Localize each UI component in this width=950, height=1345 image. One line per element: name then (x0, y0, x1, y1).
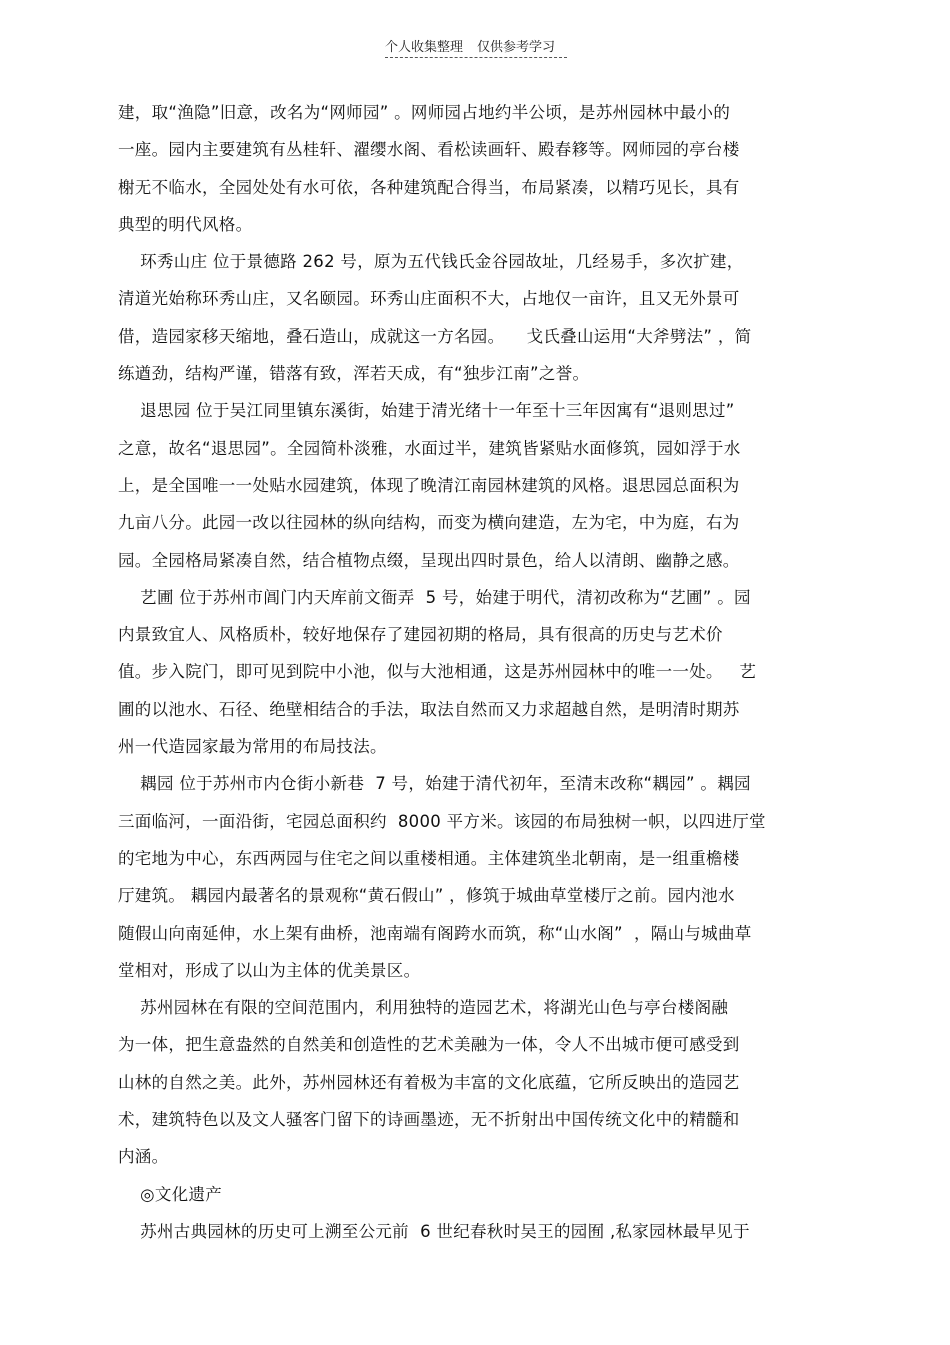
text-line: 建，取“渔隐”旧意，改名为“网师园” 。网师园占地约半公顷，是苏州园林中最小的 (118, 103, 731, 122)
text-line: 内景致宜人、风格质朴，较好地保存了建园初期的格局，具有很高的历史与艺术价 (118, 625, 723, 645)
text-line: 州一代造园家最为常用的布局技法。 (118, 737, 387, 757)
header-right-text: 仅供参考学习 (477, 40, 556, 55)
text-line: 随假山向南延伸，水上架有曲桥，池南端有阁跨水而筑，称“山水阁” ，隔山与城曲草 (118, 923, 752, 943)
header-divider (385, 57, 567, 58)
text-line: 厅建筑。 耦园内最著名的景观称“黄石假山” ，修筑于城曲草堂楼厅之前。园内池水 (118, 886, 735, 906)
text-line: 为一体，把生意盎然的自然美和创造性的艺术美融为一体，令人不出城市便可感受到 (118, 1035, 740, 1055)
text-line: 园。全园格局紧凑自然，结合植物点缀，呈现出四时景色，给人以清朗、幽静之感。 (118, 550, 740, 570)
text-line: 的宅地为中心，东西两园与住宅之间以重楼相通。主体建筑坐北朝南，是一组重檐楼 (118, 848, 740, 868)
text-line: 九亩八分。此园一改以往园林的纵向结构，而变为横向建造，左为宅，中为庭，右为 (118, 513, 740, 533)
document-body (118, 94, 838, 1250)
text-line: 山林的自然之美。此外，苏州园林还有着极为丰富的文化底蕴，它所反映出的造园艺 (118, 1072, 740, 1092)
text-line: 榭无不临水，全园处处有水可依，各种建筑配合得当，布局紧凑，以精巧见长，具有 (118, 177, 740, 197)
text-line: 三面临河，一面沿街，宅园总面积约 8000 平方米。该园的布局独树一帜，以四进厅堂 (118, 811, 766, 831)
text-line: 借，造园家移天缩地，叠石造山，成就这一方名园。 戈氏叠山运用“大斧劈法” ，简 (118, 326, 752, 346)
text-line: 内涵。 (118, 1147, 169, 1167)
text-line: 艺圃 位于苏州市阊门内天库前文衙弄 5 号，始建于明代，清初改称为“艺圃” 。园 (118, 587, 751, 607)
text-line: 苏州古典园林的历史可上溯至公元前 6 世纪春秋时吴王的园囿 ,私家园林最早见于 (118, 1221, 750, 1241)
section-heading: ◎文化遗产 (118, 1184, 223, 1204)
text-line: 值。步入院门，即可见到院中小池，似与大池相通，这是苏州园林中的唯一一处。 艺 (118, 662, 757, 682)
text-line: 耦园 位于苏州市内仓街小新巷 7 号，始建于清代初年，至清末改称“耦园” 。耦园 (118, 774, 751, 794)
text-line: 退思园 位于吴江同里镇东溪街，始建于清光绪十一年至十三年因寓有“退则思过” (118, 401, 735, 421)
page-header (385, 40, 565, 56)
text-line: 环秀山庄 位于景德路 262 号，原为五代钱氏金谷园故址，几经易手，多次扩建， (118, 252, 744, 272)
text-line: 清道光始称环秀山庄，又名颐园。环秀山庄面积不大，占地仅一亩许，且又无外景可 (118, 289, 740, 309)
text-line: 堂相对，形成了以山为主体的优美景区。 (118, 960, 421, 980)
text-line: 之意，故名“退思园”。全园简朴淡雅，水面过半，建筑皆紧贴水面修筑，园如浮于水 (118, 438, 741, 458)
text-line: 术，建筑特色以及文人骚客门留下的诗画墨迹，无不折射出中国传统文化中的精髓和 (118, 1110, 740, 1130)
text-line: 练遒劲，结构严谨，错落有致，浑若天成，有“独步江南”之誉。 (118, 364, 590, 384)
text-line: 苏州园林在有限的空间范围内，利用独特的造园艺术，将湖光山色与亭台楼阁融 (118, 998, 729, 1018)
text-line: 一座。园内主要建筑有丛桂轩、濯缨水阁、看松读画轩、殿春簃等。网师园的亭台楼 (118, 140, 740, 160)
text-line: 典型的明代风格。 (118, 214, 253, 234)
text-line: 上，是全国唯一一处贴水园建筑，体现了晚清江南园林建筑的风格。退思园总面积为 (118, 475, 740, 495)
header-left-text: 个人收集整理 (385, 40, 464, 55)
text-line: 圃的以池水、石径、绝壁相结合的手法，取法自然而又力求超越自然，是明清时期苏 (118, 699, 740, 719)
